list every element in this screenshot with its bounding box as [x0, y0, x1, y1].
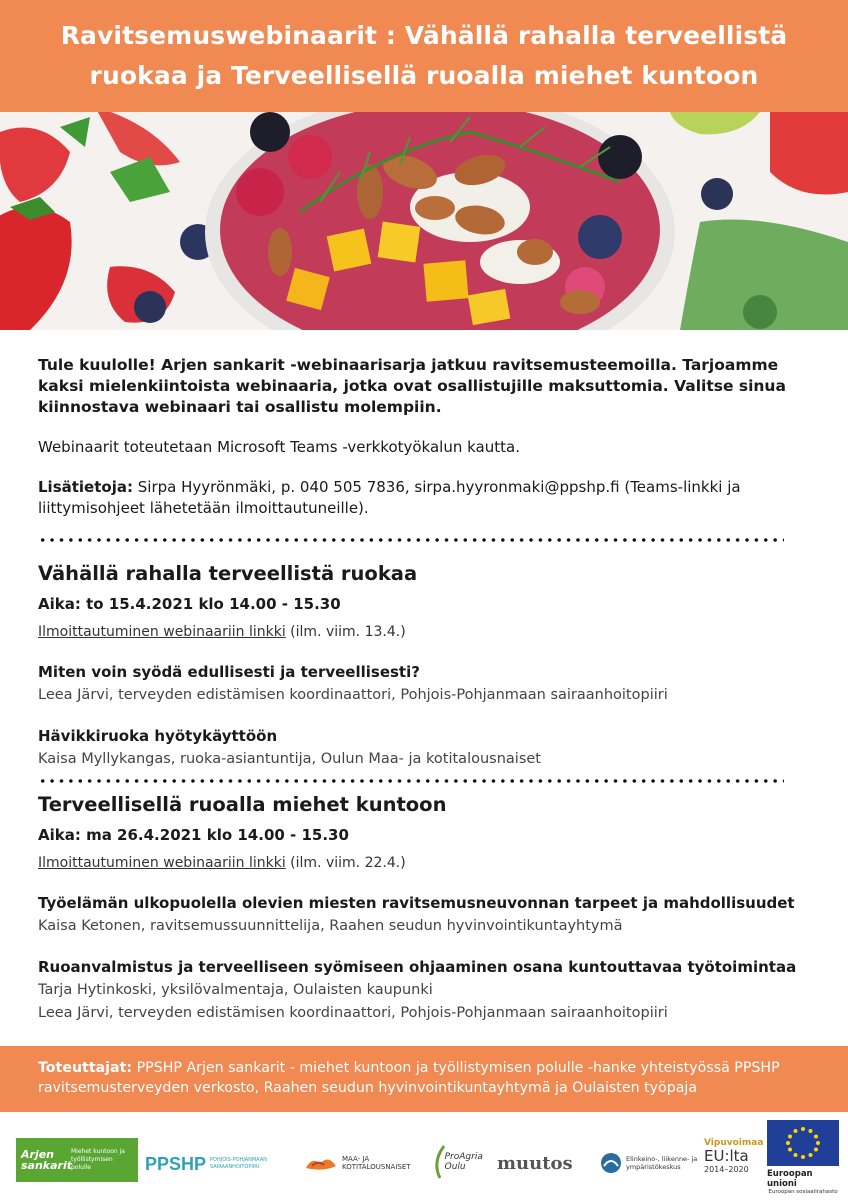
page-title: Ravitsemuswebinaarit : Vähällä rahalla terveellistä ruokaa ja Terveellisellä ruoalla miehet kuntoon	[60, 21, 788, 90]
webinar-title: Terveellisellä ruoalla miehet kuntoon	[38, 793, 447, 816]
vipu-mid-text: EU:lta	[704, 1147, 749, 1165]
ely-logo-text: Elinkeino-, liikenne- ja ympäristökeskus	[626, 1155, 698, 1171]
talk-item	[38, 957, 818, 1024]
talk-speaker: Kaisa Ketonen, ravitsemussuunnittelija, Raahen seudun hyvinvointikuntayhtymä	[38, 918, 623, 934]
ely-emblem-icon	[600, 1152, 622, 1174]
arjen-logo-text: Arjen sankarit	[21, 1148, 72, 1172]
talk-speaker: Tarja Hytinkoski, yksilövalmentaja, Oulaisten kaupunki	[38, 982, 433, 998]
arjen-logo-sub: Miehet kuntoon ja työllistymisen polulle	[71, 1148, 125, 1171]
leaf-icon	[304, 1154, 338, 1172]
talk-speaker: Kaisa Myllykangas, ruoka-asiantuntija, Oulun Maa- ja kotitalousnaiset	[38, 751, 541, 767]
talk-title: Ruoanvalmistus ja terveelliseen syömiseen ohjaaminen osana kuntouttavaa työtoimintaa	[38, 958, 797, 976]
header-banner	[0, 0, 848, 112]
registration-deadline: (ilm. viim. 13.4.)	[285, 624, 406, 640]
talk-title: Miten voin syödä edullisesti ja terveellisesti?	[38, 663, 420, 681]
talk-speaker: Leea Järvi, terveyden edistämisen koordinaattori, Pohjois-Pohjanmaan sairaanhoitopiiri	[38, 687, 668, 703]
talk-title: Hävikkiruoka hyötykäyttöön	[38, 727, 278, 745]
eu-logo-sub: Euroopan sosiaalirahasto	[768, 1189, 838, 1195]
maa-ja-kotitalousnaiset-logo	[304, 1152, 422, 1174]
webinar-2	[38, 792, 818, 1024]
footer-label: Toteuttajat:	[38, 1060, 133, 1076]
registration-deadline: (ilm. viim. 22.4.)	[285, 855, 406, 871]
webinar-title: Vähällä rahalla terveellistä ruokaa	[38, 562, 418, 585]
proagria-logo-text: ProAgria Oulu	[444, 1152, 483, 1172]
footer-body: PPSHP Arjen sankarit - miehet kuntoon ja työllistymisen polulle -hanke yhteistyössä PPSHP ravitsemusterveyden verkosto, Raahen seudun hyvinvointikuntayhtymä ja Oulaisten työpaja	[38, 1060, 780, 1096]
vipu-years-text: 2014–2020	[704, 1165, 749, 1174]
webinar-time: Aika: to 15.4.2021 klo 14.00 - 15.30	[38, 595, 341, 613]
muutos-logo	[497, 1148, 577, 1178]
contact-text: Sirpa Hyyrönmäki, p. 040 505 7836, sirpa.hyyronmaki@ppshp.fi (Teams-linkki ja liittymisohjeet lähetetään ilmoittautuneille).	[38, 478, 741, 517]
ppshp-logo-sub: POHJOIS-POHJANMAAN SAIRAANHOITOPIIRI	[210, 1157, 267, 1170]
registration-row	[38, 622, 818, 642]
registration-link[interactable]: Ilmoittautuminen webinaariin linkki	[38, 624, 286, 640]
registration-link[interactable]: Ilmoittautuminen webinaariin linkki	[38, 855, 286, 871]
proagria-leaf-icon	[430, 1144, 445, 1180]
webinar-1	[38, 561, 818, 770]
contact-label: Lisätietoja:	[38, 478, 133, 496]
footer-text	[38, 1058, 810, 1098]
arjen-sankarit-logo	[16, 1138, 138, 1182]
ppshp-logo	[145, 1154, 295, 1174]
eu-logo-text: Euroopan unioni	[767, 1169, 813, 1189]
proagria-logo	[430, 1142, 490, 1182]
dotted-divider	[38, 538, 784, 542]
ppshp-logo-text: PPSHP	[145, 1153, 207, 1174]
dotted-divider	[38, 779, 784, 783]
talk-item	[38, 893, 818, 937]
talk-item	[38, 662, 818, 706]
registration-row	[38, 853, 818, 873]
muutos-logo-text: muutos	[497, 1152, 573, 1174]
footer-banner	[0, 1046, 848, 1112]
maa-logo-text: MAA- JA KOTITALOUSNAISET	[342, 1155, 411, 1171]
smoothie-bowl-illustration	[0, 112, 848, 330]
talk-speaker: Leea Järvi, terveyden edistämisen koordinaattori, Pohjois-Pohjanmaan sairaanhoitopiiri	[38, 1005, 668, 1021]
intro-lead: Tule kuulolle! Arjen sankarit -webinaarisarja jatkuu ravitsemusteemoilla. Tarjoamme kaksi mielenkiintoista webinaaria, jotka ovat osallistujille maksuttomia. Valitse sinua kiinnostava webinaari tai osallistu molempiin.	[38, 356, 786, 416]
vipuvoimaa-logo	[704, 1138, 764, 1188]
vipu-top-text: Vipuvoimaa	[704, 1138, 764, 1148]
intro-section	[38, 355, 810, 519]
eu-flag-icon	[767, 1120, 839, 1166]
hero-image	[0, 112, 848, 330]
intro-teams: Webinaarit toteutetaan Microsoft Teams -verkkotyökalun kautta.	[38, 438, 520, 456]
intro-contact	[38, 477, 810, 519]
webinar-time: Aika: ma 26.4.2021 klo 14.00 - 15.30	[38, 826, 349, 844]
talk-title: Työelämän ulkopuolella olevien miesten ravitsemusneuvonnan tarpeet ja mahdollisuudet	[38, 894, 795, 912]
ely-keskus-logo	[600, 1150, 700, 1176]
eu-logo	[767, 1120, 839, 1196]
talk-item	[38, 726, 818, 770]
partner-logos	[0, 1112, 848, 1200]
